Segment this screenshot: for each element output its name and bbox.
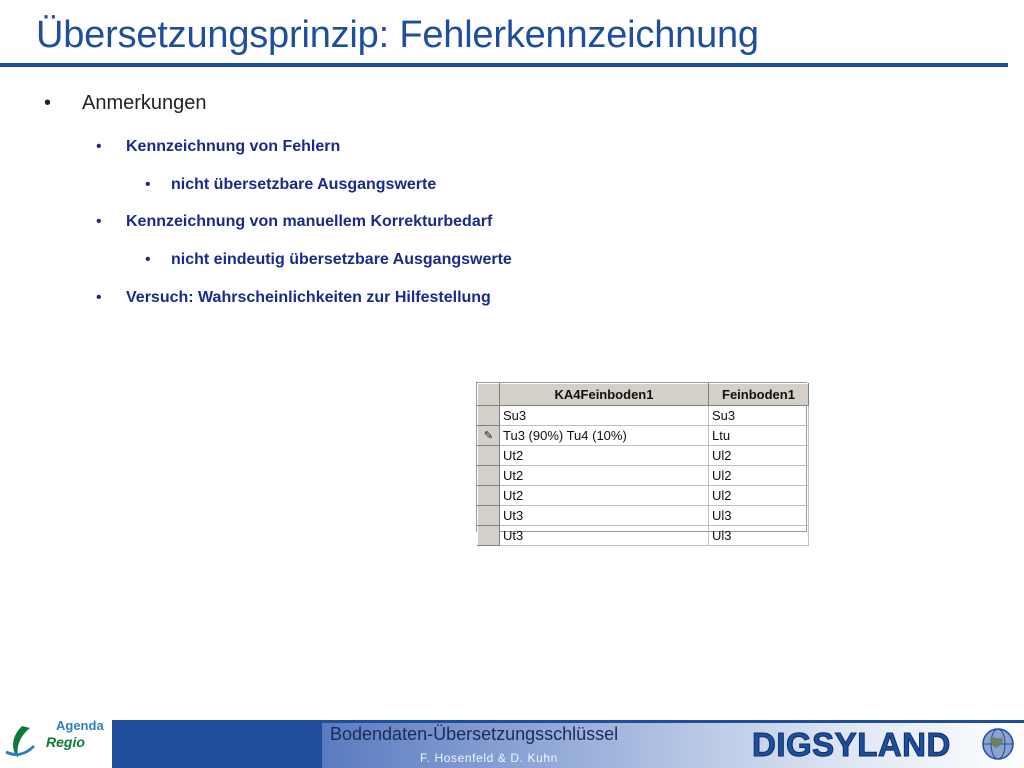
table-header-row xyxy=(478,384,809,406)
table-row xyxy=(478,406,809,426)
table-cell[interactable]: Ut2 xyxy=(500,446,709,466)
bullet-glyph: • xyxy=(96,138,102,155)
table-row xyxy=(478,526,809,546)
row-selector[interactable] xyxy=(478,446,500,466)
table-cell[interactable]: Ul3 xyxy=(709,526,809,546)
table-cell[interactable]: Ul2 xyxy=(709,466,809,486)
globe-icon xyxy=(980,726,1016,762)
table-cell[interactable]: Ut2 xyxy=(500,466,709,486)
column-header[interactable]: Feinboden1 xyxy=(709,384,809,406)
bullet-glyph: • xyxy=(96,213,102,230)
logo-agenda-text: Agenda xyxy=(56,718,104,733)
bullet-glyph: • xyxy=(96,289,102,306)
table-cell[interactable]: Su3 xyxy=(709,406,809,426)
row-selector[interactable] xyxy=(478,526,500,546)
bullet-glyph: • xyxy=(145,176,151,193)
data-grid xyxy=(476,382,807,543)
table-row xyxy=(478,506,809,526)
table-cell[interactable]: Ut3 xyxy=(500,526,709,546)
bullet-subitem-text: nicht übersetzbare Ausgangswerte xyxy=(171,176,437,193)
bullet-item-text: Kennzeichnung von Fehlern xyxy=(126,138,341,155)
table-cell[interactable]: Ul2 xyxy=(709,486,809,506)
row-selector[interactable] xyxy=(478,506,500,526)
footer-title: Bodendaten-Übersetzungsschlüssel xyxy=(330,724,619,744)
bullet-glyph: • xyxy=(44,92,52,114)
bullet-item-text: Kennzeichnung von manuellem Korrekturbedarf xyxy=(126,213,493,230)
table-row xyxy=(478,486,809,506)
row-selector-header[interactable] xyxy=(478,384,500,406)
table-row xyxy=(478,426,809,446)
column-header[interactable]: KA4Feinboden1 xyxy=(500,384,709,406)
footer-authors: F. Hosenfeld & D. Kuhn xyxy=(420,751,558,765)
slide-footer xyxy=(0,718,1024,768)
table-cell[interactable]: Ul3 xyxy=(709,506,809,526)
bullet-subitem-text: nicht eindeutig übersetzbare Ausgangswerte xyxy=(171,251,512,268)
title-divider xyxy=(0,63,1008,67)
row-selector[interactable] xyxy=(478,486,500,506)
data-table xyxy=(477,383,809,546)
table-cell[interactable]: Ut3 xyxy=(500,506,709,526)
table-cell[interactable]: Ul2 xyxy=(709,446,809,466)
table-row xyxy=(478,446,809,466)
bullet-glyph: • xyxy=(145,251,151,268)
slide-title: Übersetzungsprinzip: Fehlerkennzeichnung xyxy=(36,14,759,56)
table-cell[interactable]: Ltu xyxy=(709,426,809,446)
pencil-icon[interactable]: ✎ xyxy=(478,426,500,446)
table-cell[interactable]: Tu3 (90%) Tu4 (10%) xyxy=(500,426,709,446)
agenda-regio-logo xyxy=(0,718,112,768)
row-selector[interactable] xyxy=(478,406,500,426)
bullet-main-text: Anmerkungen xyxy=(82,92,207,114)
table-cell[interactable]: Su3 xyxy=(500,406,709,426)
table-row xyxy=(478,466,809,486)
digsyland-logo: DIGSYLAND xyxy=(752,726,951,763)
leaf-icon xyxy=(2,722,42,762)
logo-regio-text: Regio xyxy=(46,734,85,750)
table-cell[interactable]: Ut2 xyxy=(500,486,709,506)
bullet-item-text: Versuch: Wahrscheinlichkeiten zur Hilfestellung xyxy=(126,289,491,306)
row-selector[interactable] xyxy=(478,466,500,486)
footer-blue-block xyxy=(112,721,322,768)
